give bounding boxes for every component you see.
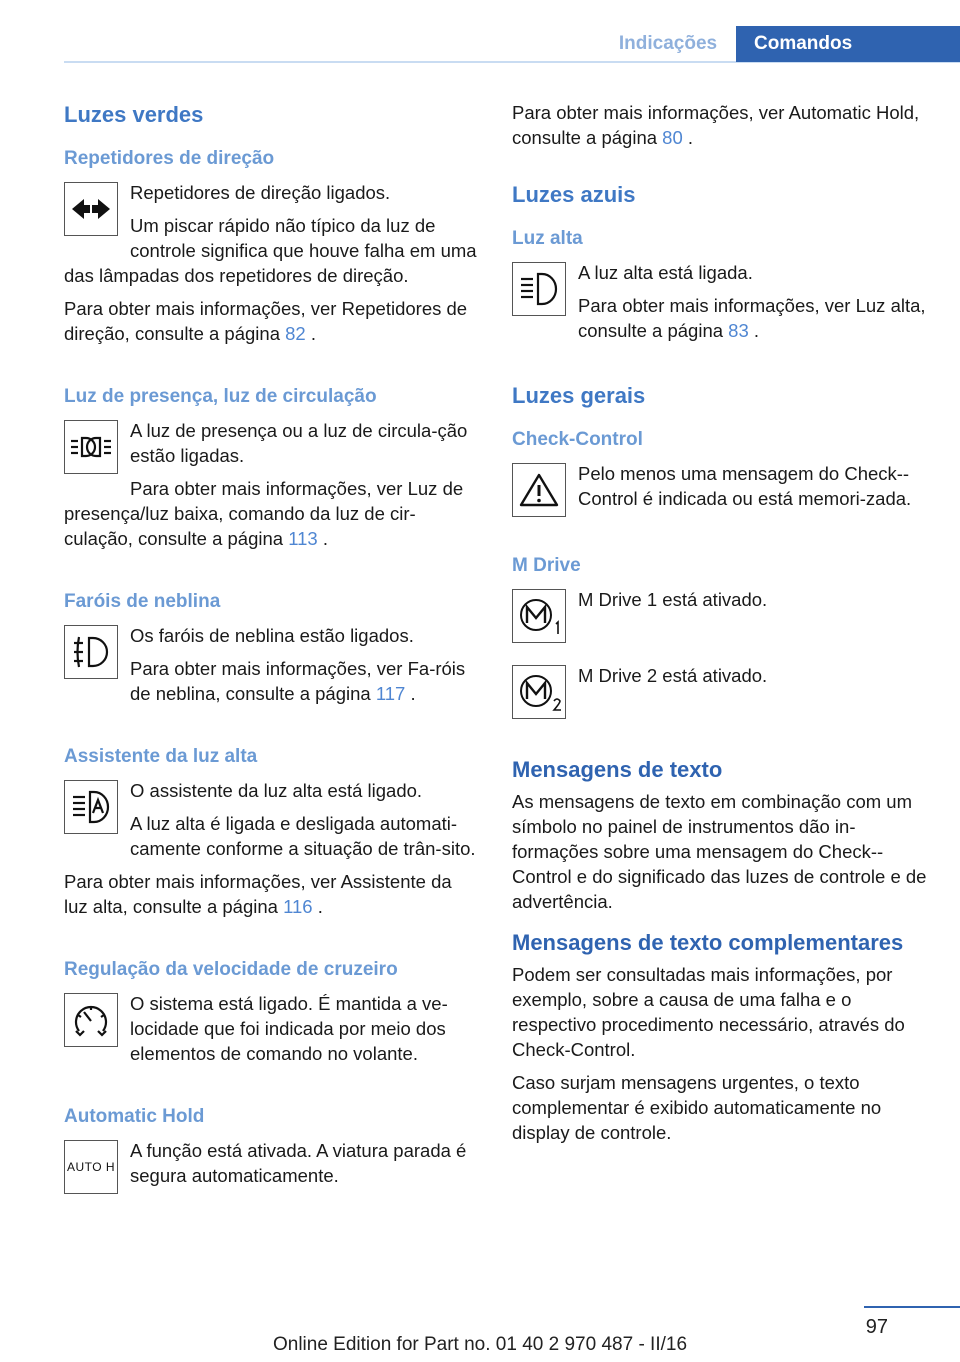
fog-light-icon [64,625,118,679]
turn-signal-icon [64,182,118,236]
section-title-luzes-gerais: Luzes gerais [512,383,646,408]
entry-title: Check-Control [512,429,643,450]
entry-assistente: Assistente da luz alta O assistente da luz alta está ligado. A luz alta é ligada e desligada automati‐camente conforme a situação de trân‐sito. Para obter mais informações, ver Assistente da luz alta, consulte a página 116 . [64,744,480,927]
section-title-complementares: Mensagens de texto complementares [512,930,904,955]
entry-cruzeiro: Regulação da velocidade de cruzeiro O sistema está ligado. É mantida a ve‐locidade que foi indicada por meio dos elementos de comando no volante. [64,957,480,1074]
high-beam-icon [512,262,566,316]
page-link[interactable]: 80 [662,127,683,148]
entry-presenca: Luz de presença, luz de circulação A luz de presença ou a luz de circula‐ção estão ligadas. Para obter mais informações, ver Luz de presença/luz baixa, comando da luz de cir‐culação, consulte a página 113 . [64,384,480,559]
warning-triangle-icon [512,463,566,517]
page-link[interactable]: 116 [283,896,313,917]
left-column [64,100,480,1230]
entry-check-control: Check-Control Pelo menos uma mensagem do Check‐-Control é indicada ou está memori‐zada. [512,427,932,523]
tab-comandos[interactable]: Comandos [736,26,960,62]
entry-title: Faróis de neblina [64,591,221,612]
edition-line: Online Edition for Part no. 01 40 2 970 487 - II/16 [272,1334,688,1355]
entry-title: Assistente da luz alta [64,746,258,767]
entry-title: Luz de presença, luz de circulação [64,386,377,407]
page-link[interactable]: 117 [375,683,406,704]
entry-title: Luz alta [512,228,583,249]
page-link[interactable]: 82 [285,323,306,344]
section-title-luzes-verdes: Luzes verdes [64,102,204,127]
entry-title: M Drive [512,555,581,576]
section-title-mensagens: Mensagens de texto [512,757,723,782]
footer-rule [864,1306,960,1308]
entry-title: Regulação da velocidade de cruzeiro [64,959,398,980]
page-link[interactable]: 83 [728,320,749,341]
entry-m-drive-2: M Drive 2 está ativado. [512,663,932,725]
page-number: 97 [865,1316,888,1338]
auto-hold-icon: AUTO H [64,1140,118,1194]
entry-title: Repetidores de direção [64,148,275,169]
entry-repetidores: Repetidores de direção Repetidores de direção ligados. Um piscar rápido não típico da luz de controle significa que houve falha em uma das lâmpadas dos repetidores de direção. Para obter mais informações, ver Repetidores de direção, consulte a página 82 . [64,146,480,354]
entry-m-drive-1: M Drive M Drive 1 está ativado. [512,553,932,649]
high-beam-assistant-icon [64,780,118,834]
cruise-control-icon [64,993,118,1047]
page-link[interactable]: 113 [288,528,318,549]
entry-neblina: Faróis de neblina Os faróis de neblina estão ligados. Para obter mais informações, ver Fa‐róis de neblina, consulte a página 117 . [64,589,480,714]
m-drive-2-icon [512,665,566,719]
tab-indicacoes[interactable]: Indicações [618,33,718,54]
right-column: Para obter mais informações, ver Automatic Hold, consulte a página 80 . Luzes azuis Luz alta A luz alta está ligada. Para obter mais informações, ver Luz alta, consulte a página 83 . Luzes gerais Check-Control Pelo menos uma mensagem do Check‐-Control é indicada ou está memori‐zada. M Drive M Drive 1 está ativado. M Drive 2 está ativado. Mensagens de texto As mensagens de texto em combinação com um símbolo no painel de instrumentos dão in‐formações sobre uma mensagem do Check‐-Control e do significado das luzes de controle e de advertência. Mensagens de texto complementares Podem ser consultadas mais informações, por exemplo, sobre a causa de uma falha e o respectivo procedimento necessário, através do Check-Control. Caso surjam mensagens urgentes, o texto complementar é exibido automaticamente no display de controle. [512,100,932,1153]
parking-light-icon [64,420,118,474]
section-title-luzes-azuis: Luzes azuis [512,182,636,207]
entry-title: Automatic Hold [64,1106,205,1127]
m-drive-1-icon [512,589,566,643]
entry-autohold: Automatic Hold AUTO H A função está ativada. A viatura parada é segura automaticamente. [64,1104,480,1200]
entry-luz-alta: Luz alta A luz alta está ligada. Para obter mais informações, ver Luz alta, consulte a página 83 . [512,226,932,351]
